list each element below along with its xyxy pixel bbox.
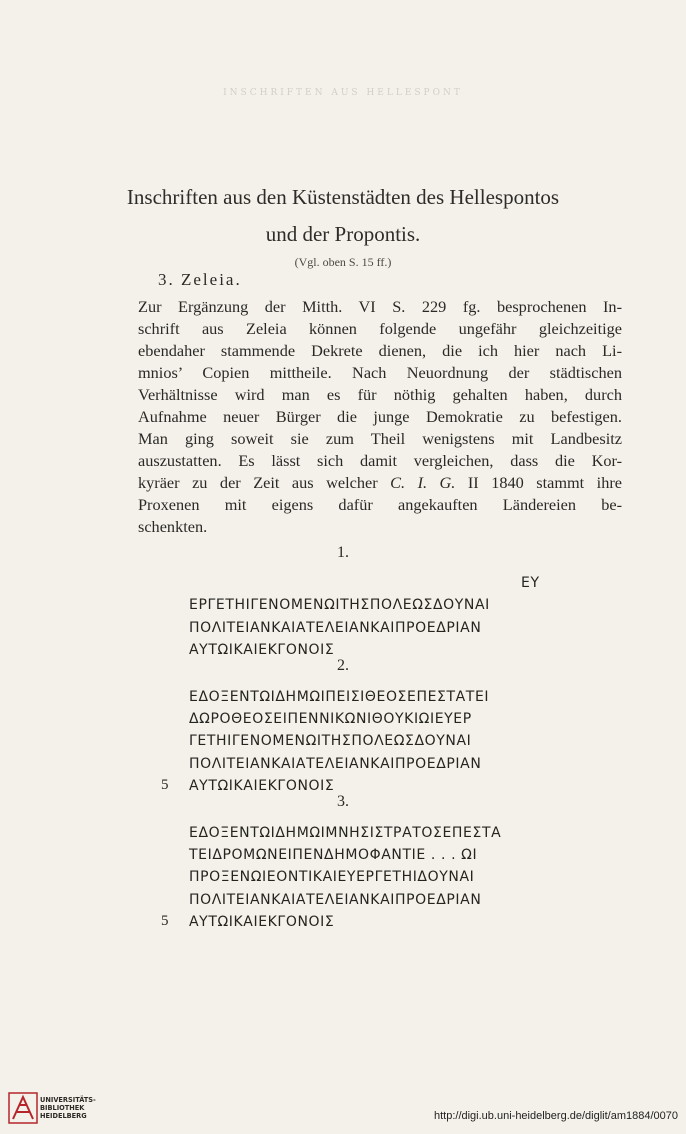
inscription-line: ΑΥΤΩΙΚΑΙΕΚΓΟΝΟΙΣ xyxy=(189,778,335,794)
inscription-number: 1. xyxy=(337,544,349,561)
paragraph-line: ebendaher stammende Dekrete dienen, die ich hier nach Li- xyxy=(138,341,622,360)
inscription-line: ΕΔΟΞΕΝΤΩΙΔΗΜΩΙΜΝΗΣΙΣΤΡΑΤΟΣΕΠΕΣΤΑ xyxy=(189,825,502,841)
paragraph-line: schenkten. xyxy=(138,517,208,536)
library-name-line: HEIDELBERG xyxy=(40,1112,87,1120)
paragraph-text: kyräer zu der Zeit aus welcher xyxy=(138,473,391,492)
line-number: 5 xyxy=(161,913,169,929)
library-name xyxy=(40,1096,96,1120)
university-library-logo-icon xyxy=(8,1092,38,1124)
inscription-line: ΑΥΤΩΙΚΑΙΕΚΓΟΝΟΙΣ xyxy=(189,642,335,658)
source-url-link[interactable]: http://digi.ub.uni-heidelberg.de/diglit/am1884/0070 xyxy=(433,1110,678,1122)
inscription-line: ΕΥ xyxy=(521,575,540,591)
cig-citation: C. I. G. xyxy=(390,473,456,492)
inscription-line: ΕΔΟΞΕΝΤΩΙΔΗΜΩΙΠΕΙΣΙΘΕΟΣΕΠΕΣΤΑΤΕΙ xyxy=(189,689,490,705)
inscription-line: ΠΟΛΙΤΕΙΑΝΚΑΙΑΤΕΛΕΙΑΝΚΑΙΠΡΟΕΔΡΙΑΝ xyxy=(189,756,482,772)
paragraph-line: schrift aus Zeleia können folgende ungefähr gleichzeitige xyxy=(138,319,622,338)
paragraph-line xyxy=(138,472,622,494)
library-name-line: BIBLIOTHEK xyxy=(40,1104,85,1112)
inscription-line: ΕΡΓΕΤΗΙΓΕΝΟΜΕΝΩΙΤΗΣΠΟΛΕΩΣΔΟΥΝΑΙ xyxy=(189,597,490,613)
inscription-line: ΔΩΡΟΘΕΟΣΕΙΠΕΝΝΙΚΩΝΙΘΟΥΚΙΩΙΕΥΕΡ xyxy=(189,711,472,727)
running-head: INSCHRIFTEN AUS HELLESPONT xyxy=(223,88,463,98)
paragraph-line: Aufnahme neuer Bürger die junge Demokratie zu befestigen. xyxy=(138,407,622,426)
line-number: 5 xyxy=(161,777,169,793)
inscription-line: ΠΟΛΙΤΕΙΑΝΚΑΙΑΤΕΛΕΙΑΝΚΑΙΠΡΟΕΔΡΙΑΝ xyxy=(189,620,482,636)
library-name-line: UNIVERSITÄTS- xyxy=(40,1096,96,1104)
inscription-line: ΠΟΛΙΤΕΙΑΝΚΑΙΑΤΕΛΕΙΑΝΚΑΙΠΡΟΕΔΡΙΑΝ xyxy=(189,892,482,908)
cross-reference: (Vgl. oben S. 15 ff.) xyxy=(294,255,392,269)
paragraph-line: Man ging soweit sie zum Theil wenigstens mit Landbesitz xyxy=(138,429,622,448)
inscription-number: 2. xyxy=(337,657,349,674)
inscription-line: ΑΥΤΩΙΚΑΙΕΚΓΟΝΟΙΣ xyxy=(189,914,335,930)
paragraph-line: Verhältnisse wird man es für nöthig gehalten haben, durch xyxy=(138,385,622,404)
paragraph-line: auszustatten. Es lässt sich damit vergleichen, dass die Kor- xyxy=(138,451,622,470)
paragraph-line: Zur Ergänzung der Mitth. VI S. 229 fg. besprochenen In- xyxy=(138,297,622,316)
inscription-line: ΓΕΤΗΙΓΕΝΟΜΕΝΩΙΤΗΣΠΟΛΕΩΣΔΟΥΝΑΙ xyxy=(189,733,472,749)
paragraph-line: Proxenen mit eigens dafür angekauften Ländereien be- xyxy=(138,495,622,514)
inscription-line: ΤΕΙΔΡΟΜΩΝΕΙΠΕΝΔΗΜΟΦΑΝΤΙΕ . . . ΩΙ xyxy=(189,847,478,863)
section-heading: 3. Zeleia. xyxy=(158,270,242,289)
article-title-line-1: Inschriften aus den Küstenstädten des Hellespontos xyxy=(126,185,560,209)
article-title-line-2: und der Propontis. xyxy=(265,222,421,246)
paragraph-line: mnios’ Copien mittheile. Nach Neuordnung der städtischen xyxy=(138,363,622,382)
inscription-line: ΠΡΟΞΕΝΩΙΕΟΝΤΙΚΑΙΕΥΕΡΓΕΤΗΙΔΟΥΝΑΙ xyxy=(189,869,475,885)
page-footer xyxy=(0,1078,686,1134)
inscription-number: 3. xyxy=(337,793,349,810)
paragraph-text: II 1840 stammt ihre xyxy=(455,473,622,492)
